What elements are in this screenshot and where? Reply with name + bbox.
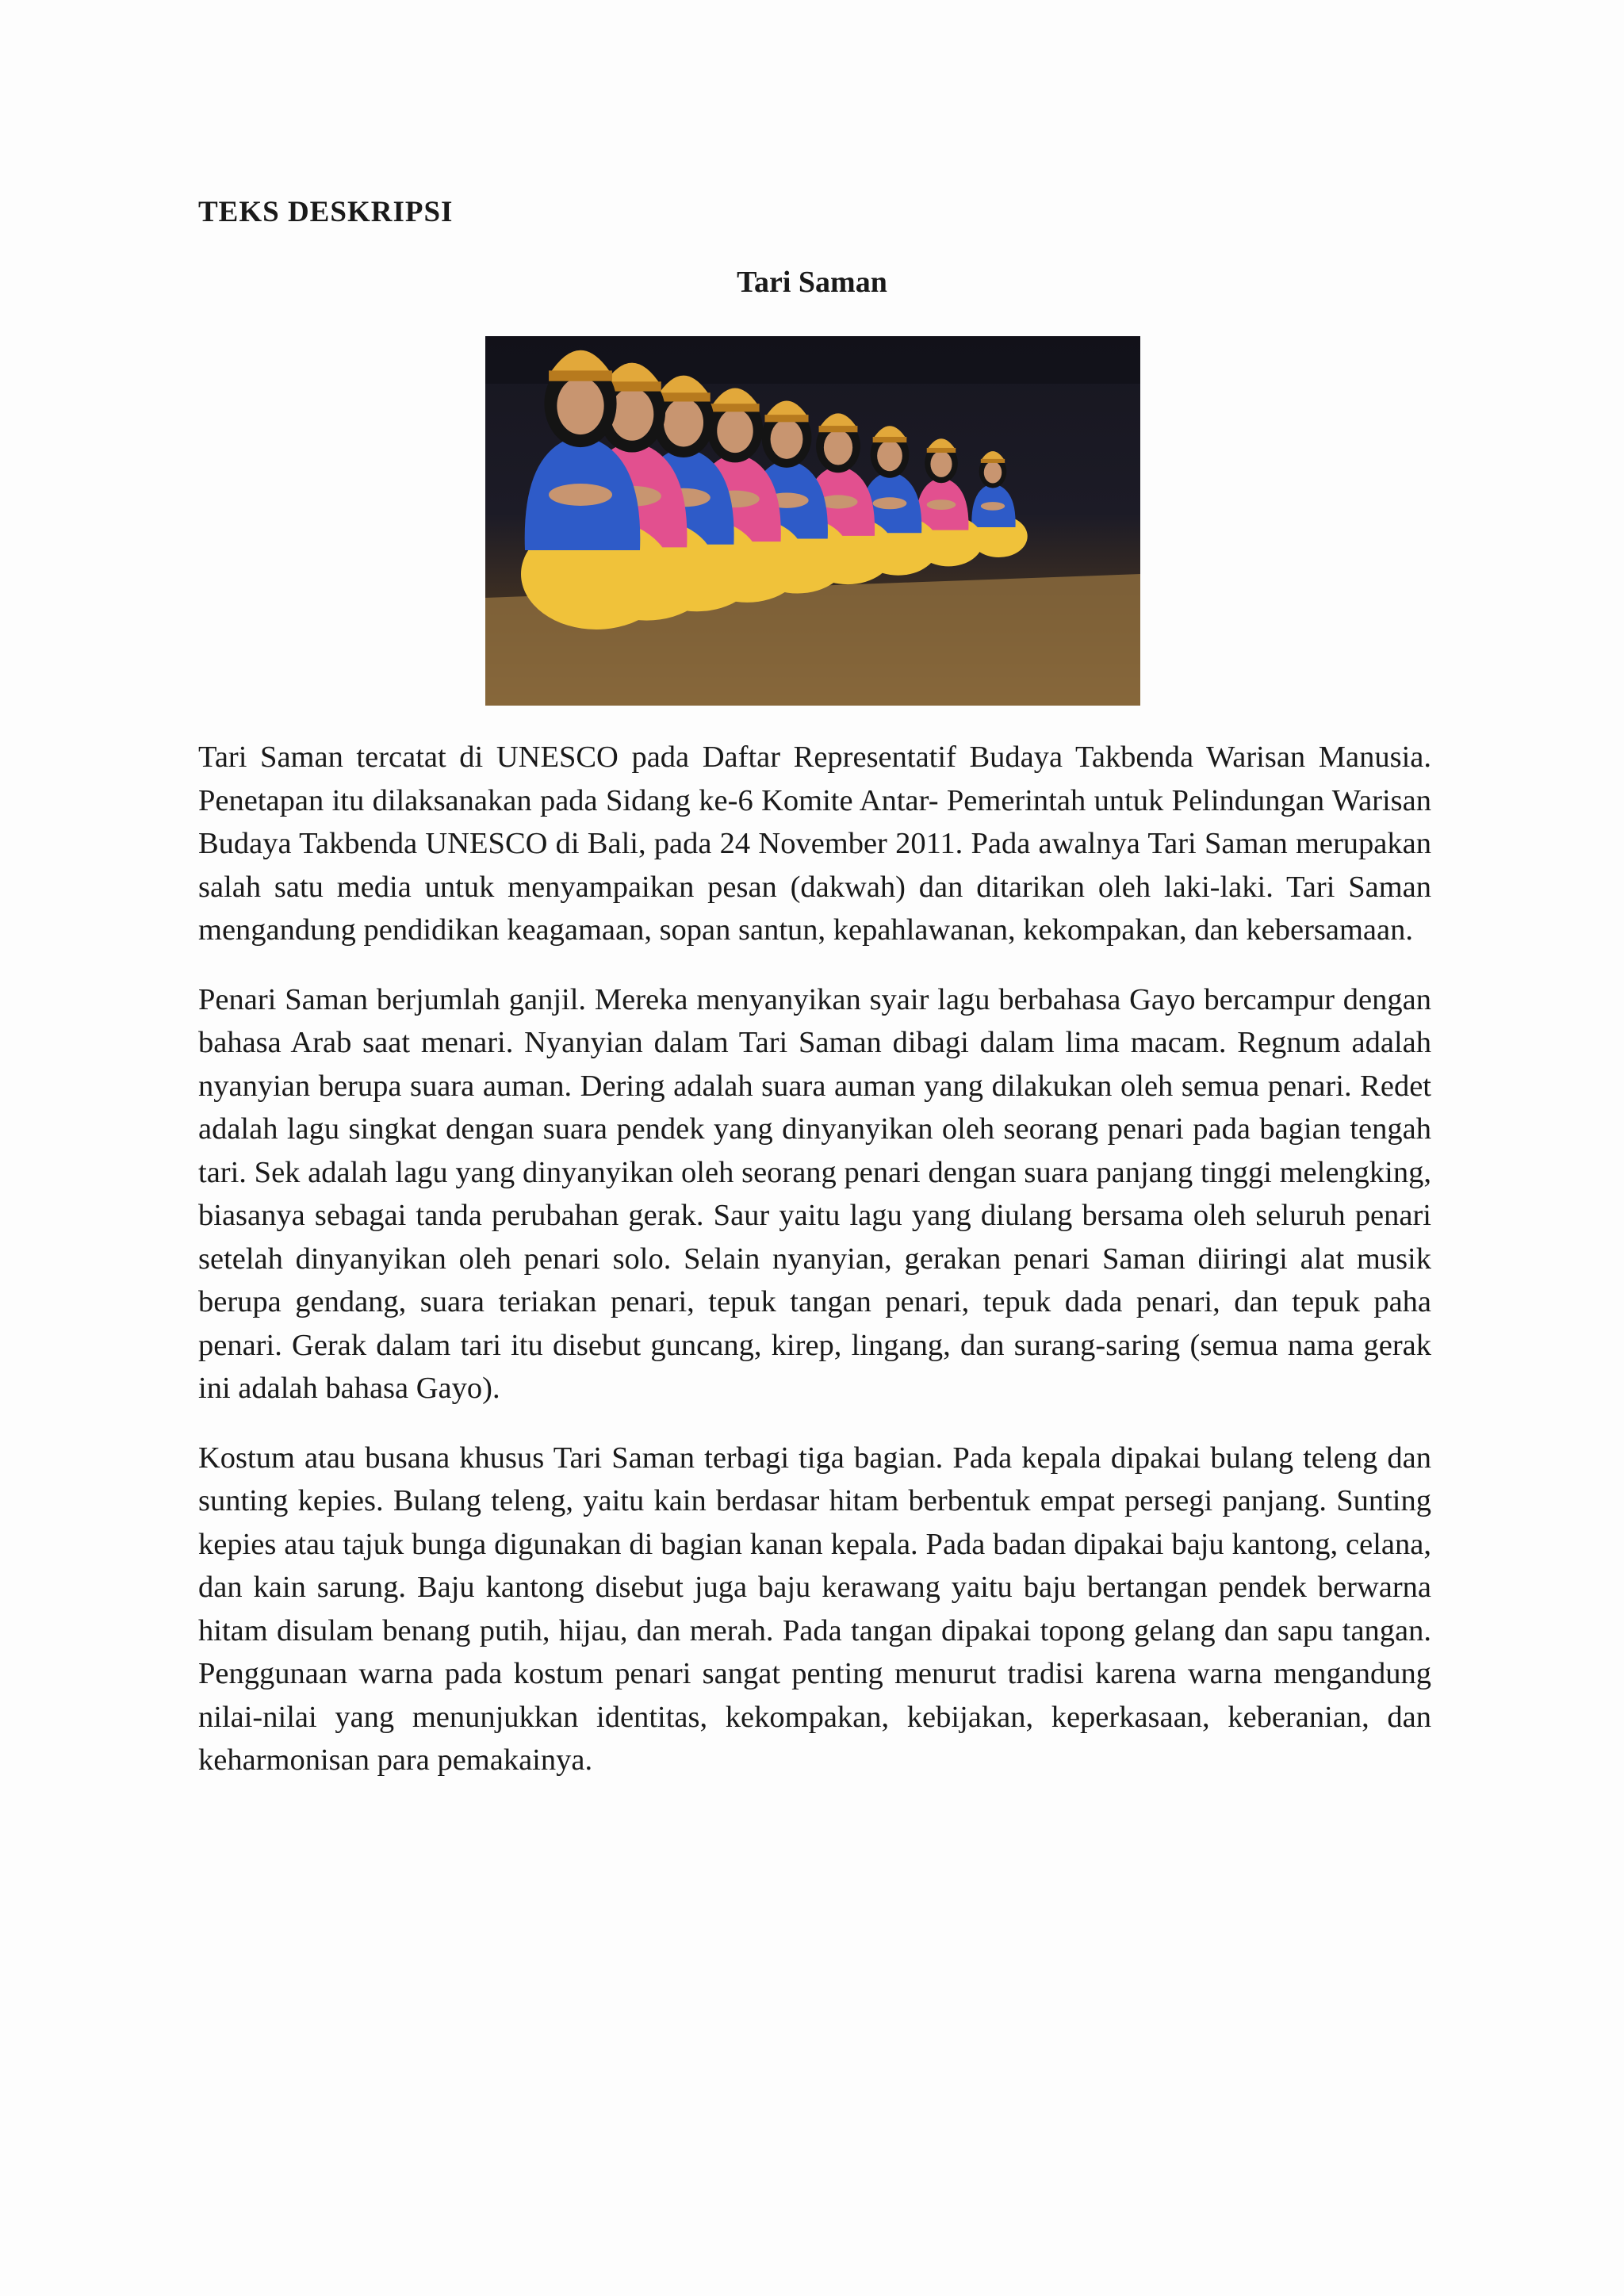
dancer-hands [981, 502, 1005, 511]
document-title-text: Tari Saman [737, 266, 887, 299]
dancer-face [824, 430, 852, 465]
dancer-face [717, 409, 753, 453]
document-label: TEKS DESKRIPSI [198, 196, 454, 228]
paragraph: Penari Saman berjumlah ganjil. Mereka menyanyikan syair lagu berbahasa Gayo bercampur dengan bahasa Arab saat menari. Nyanyian dalam Tari Saman dibagi dalam lima macam. Regnum adalah nyanyian berupa suara auman. Dering adalah suara auman yang dilakukan oleh semua penari. Redet adalah lagu singkat dengan suara pendek yang dinyanyikan oleh seorang penari pada bagian tengah tari. Sek adalah lagu yang dinyanyikan oleh seorang penari dengan suara panjang tinggi melengking, biasanya sebagai tanda perubahan gerak. Saur yaitu lagu yang diulang bersama oleh seluruh penari setelah dinyanyikan oleh penari solo. Selain nyanyian, gerakan penari Saman diiringi alat musik berupa gendang, suara teriakan penari, tepuk tangan penari, tepuk dada penari, dan tepuk paha penari. Gerak dalam tari itu disebut guncang, kirep, lingang, dan surang-saring (semua nama gerak ini adalah bahasa Gayo). [198, 982, 1431, 1405]
paragraph: Tari Saman tercatat di UNESCO pada Daftar Representatif Budaya Takbenda Warisan Manusia. Penetapan itu dilaksanakan pada Sidang ke-6 Komite Antar- Pemerintah untuk Pelindungan Warisan Budaya Takbenda UNESCO di Bali, pada 24 November 2011. Pada awalnya Tari Saman merupakan salah satu media untuk menyampaikan pesan (dakwah) dan ditarikan oleh laki-laki. Tari Saman mengandung pendidikan keagamaan, sopan santun, kepahlawanan, kekompakan, dan kebersamaan. [198, 740, 1431, 947]
dancer-headband [549, 370, 612, 381]
dancer-headband [710, 404, 759, 411]
document-title [0, 265, 1624, 300]
dancer-hands [549, 484, 612, 506]
dancer-headband [927, 448, 956, 453]
dancer-hands [927, 499, 956, 510]
dancer-face [611, 388, 654, 441]
saman-dancers-photo [485, 336, 1140, 706]
dancer-headband [873, 437, 907, 442]
dancer-face [557, 377, 603, 434]
dancer-face [984, 461, 1002, 483]
dancer-headband [981, 459, 1005, 463]
dancer-headband [819, 426, 858, 432]
paragraph: Kostum atau busana khusus Tari Saman terbagi tiga bagian. Pada kepala dipakai bulang teleng dan sunting kepies. Bulang teleng, yaitu kain berdasar hitam berbentuk empat persegi panjang. Sunting kepies atau tajuk bunga digunakan di bagian kanan kepala. Pada badan dipakai baju kantong, celana, dan kain sarung. Baju kantong disebut juga baju kerawang yaitu baju bertangan pendek berwarna hitam disulam benang putih, hijau, dan merah. Pada tangan dipakai topong gelang dan sapu tangan. Penggunaan warna pada kostum penari sangat penting menurut tradisi karena warna mengandung nilai-nilai yang menunjukkan identitas, kekompakan, kebijakan, keperkasaan, keberanian, dan keharmonisan para pemakainya. [198, 1441, 1431, 1777]
saman-dancers-illustration [485, 336, 1140, 706]
dancer-headband [657, 392, 710, 401]
dancer-face [771, 419, 803, 459]
dancer-face [664, 398, 703, 446]
dancer-headband [764, 415, 808, 422]
document-body [198, 736, 1431, 1808]
dancer-face [877, 441, 902, 472]
dancer-hands [873, 497, 907, 509]
dancer-face [930, 451, 952, 477]
